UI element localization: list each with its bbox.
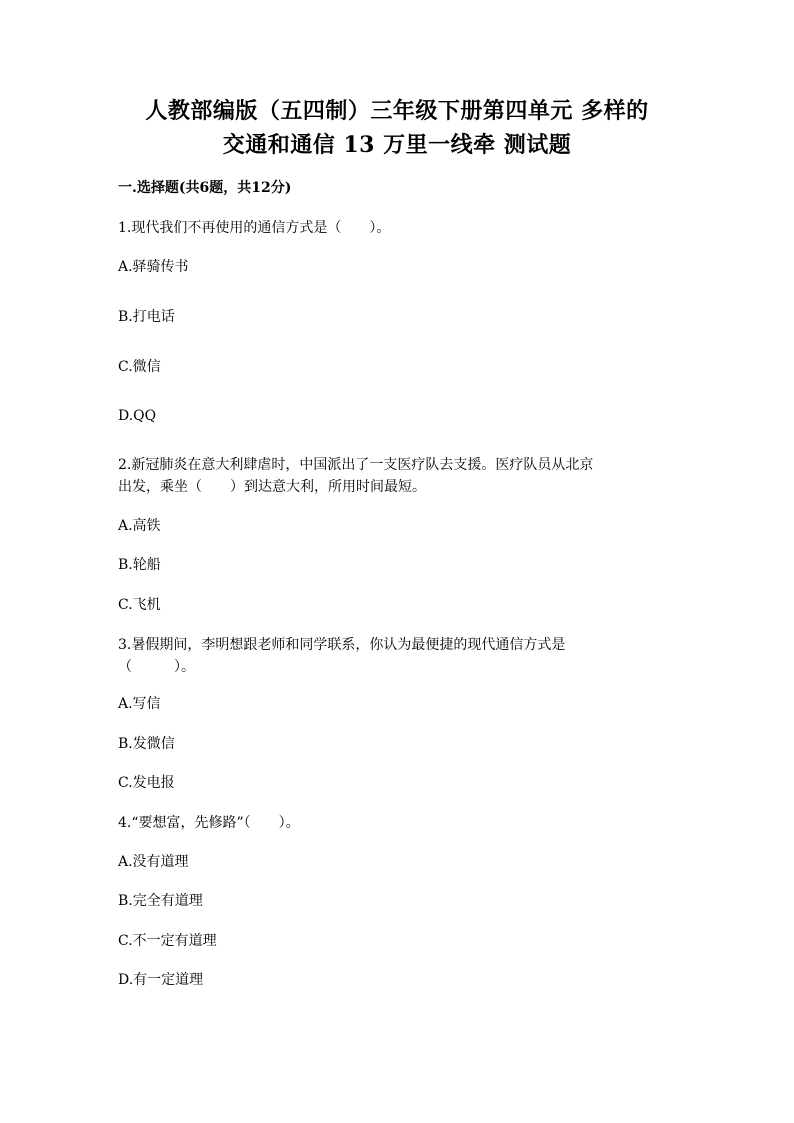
question-1-stem: 1.现代我们不再使用的通信方式是（ ）。: [118, 220, 391, 236]
question-3-option-b: B.发微信: [118, 736, 175, 752]
question-2-stem-line-1: 2.新冠肺炎在意大利肆虐时，中国派出了一支医疗队去支援。医疗队员从北京: [118, 457, 594, 473]
question-2-option-c: C.飞机: [118, 597, 161, 613]
question-1-option-a: A.驿骑传书: [118, 259, 189, 275]
question-3-option-c: C.发电报: [118, 775, 175, 791]
document-title-line-2: 交通和通信 13 万里一线牵 测试题: [222, 132, 572, 158]
question-4-option-a: A.没有道理: [118, 854, 189, 870]
question-1-option-d: D.QQ: [118, 408, 157, 424]
question-2-option-b: B.轮船: [118, 557, 161, 573]
section-heading: 一.选择题(共6题，共12分): [118, 180, 292, 196]
question-4-option-d: D.有一定道理: [118, 972, 204, 988]
question-3-stem-line-1: 3.暑假期间，李明想跟老师和同学联系，你认为最便捷的现代通信方式是: [118, 637, 566, 653]
question-3-stem-line-2: （ ）。: [118, 659, 195, 675]
question-2-option-a: A.高铁: [118, 518, 161, 534]
document-title-line-1: 人教部编版（五四制）三年级下册第四单元 多样的: [145, 98, 649, 124]
question-2-stem-line-2: 出发，乘坐（ ）到达意大利，所用时间最短。: [118, 479, 426, 495]
question-1-option-b: B.打电话: [118, 309, 175, 325]
question-3-option-a: A.写信: [118, 696, 161, 712]
question-1-option-c: C.微信: [118, 359, 161, 375]
question-4-option-c: C.不一定有道理: [118, 933, 217, 949]
question-4-stem: 4.“要想富，先修路”（ ）。: [118, 815, 300, 831]
question-4-option-b: B.完全有道理: [118, 893, 203, 909]
